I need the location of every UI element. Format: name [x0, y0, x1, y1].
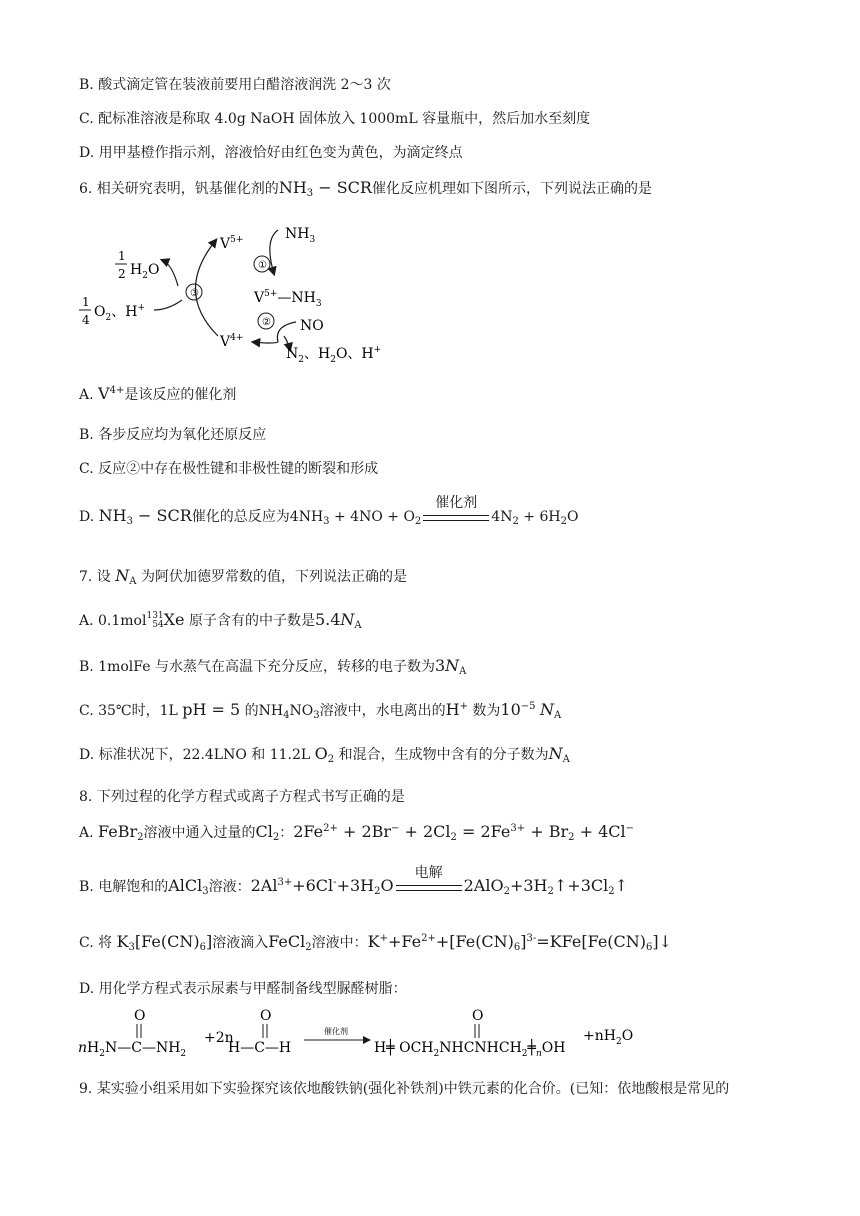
- v4-label: V: [220, 334, 231, 350]
- q6-option-b: B. 各步反应均为氧化还原反应: [79, 427, 267, 443]
- q7-stem: 7. 设 $N_A$ 为阿伏加德罗常数的值，下列说法正确的是: [79, 566, 407, 587]
- nh3-label: NH: [285, 226, 310, 242]
- h2o-out-arrow: [162, 260, 178, 286]
- q5-option-c: C. 配标准溶液是称取 4.0g NaOH 固体放入 1000mL 容量瓶中，然后加水至刻度: [79, 111, 591, 127]
- svg-text:H╪ OCH2NHCNHCH2╪nOH: H╪ $OCH_2NHCNHCH_2╪_nOH$: [374, 1040, 566, 1059]
- svg-text:2: 2: [118, 267, 126, 281]
- q9-stem: 9. 某实验小组采用如下实验探究该依地酸铁钠(强化补铁剂)中铁元素的化合价。(已知：依地酸根是常见的: [79, 1081, 730, 1097]
- svg-text:+nH2O: $+nH_2O$: [583, 1028, 634, 1047]
- svg-text:H—C—H: H—C—H: [228, 1040, 292, 1056]
- svg-text:V5+: $V^{5+}$: [220, 235, 244, 252]
- q6-option-c: C. 反应②中存在极性键和非极性键的断裂和形成: [79, 461, 379, 477]
- o2-in-arrow: [154, 300, 182, 310]
- step1-label: ①: [258, 260, 267, 271]
- step2-arrow: [253, 342, 278, 343]
- no-in-arrow: [277, 322, 296, 342]
- urea-catalyst-condition: 催化剂: [324, 1027, 348, 1036]
- electrolysis-condition: 电解: [414, 864, 443, 881]
- q7-option-a: A. 0.1mol 131 54 Xe 原子含有的中子数是$5.4N_A$: [79, 610, 362, 631]
- q8-option-c: C. 将 $K_3[Fe(CN)_6]$溶液滴入FeCl$_2$溶液中：$K^++Fe^{2+}+[Fe(CN)_6]^{3-}=KFe[Fe(CN)_6]↓$: [79, 932, 673, 953]
- svg-text:NH3: $NH_3$: [285, 226, 316, 245]
- step3-label: ③: [190, 288, 199, 299]
- q7-option-d: D. 标准状况下，22.4LNO 和 11.2L $O_2$ 和混合，生成物中含有的分子数为$N_A$: [79, 744, 570, 765]
- svg-text:O: O: [260, 1008, 272, 1024]
- svg-text:O: O: [134, 1008, 146, 1024]
- q6-option-d: D. $NH_3$ − SCR催化的总反应为$4NH_3 + 4NO + O_2$ 催化剂 $4N_2 + 6H_2O$: [79, 506, 578, 527]
- step1-arrow: [270, 230, 278, 274]
- q8-option-b: B. 电解饱和的AlCl$_3$溶液：$2Al^{3+}+6Cl^-+3H_2O$ 电解 $2AlO_2+3H_2↑+3Cl_2↑$: [79, 876, 628, 897]
- svg-text:4: 4: [82, 313, 90, 327]
- q8-stem: 8. 下列过程的化学方程式或离子方程式书写正确的是: [79, 789, 405, 805]
- q7-option-c: C. 35℃时，1L pH = 5 的$NH_4NO_3$溶液中，水电离出的H+ 数为$10^{-5}$ $N_A$: [79, 700, 562, 721]
- svg-text:V4+: $V^{4+}$: [220, 333, 244, 350]
- svg-text:+2n: +2n: [204, 1030, 234, 1046]
- products-label: $N_2$、$H_2O$、H+: [286, 345, 382, 365]
- q6-option-a: A. $V^{4+}$是该反应的催化剂: [79, 384, 237, 403]
- q6-mechanism-diagram: [78, 218, 398, 368]
- v5-nh3-label: V: [254, 290, 265, 306]
- h2o-label: $H_2O$: [130, 262, 160, 281]
- q8-option-a: A. FeBr$_2$溶液中通入过量的$Cl_2$：$2Fe^{2+} + 2Br^- + 2Cl_2 = 2Fe^{3+} + Br_2 + 4Cl^-$: [79, 822, 634, 843]
- q5-option-d: D. 用甲基橙作指示剂，溶液恰好由红色变为黄色，为滴定终点: [79, 145, 463, 161]
- svg-text:O: O: [472, 1008, 484, 1024]
- svg-text:V5+—NH3: $V^{5+}—NH_3$: [254, 289, 322, 309]
- catalyst-condition: 催化剂: [435, 495, 478, 511]
- q7-option-b: B. 1molFe 与水蒸气在高温下充分反应，转移的电子数为$3N_A$: [79, 656, 467, 677]
- svg-text:nH2N—C—NH2: $nH_2N—C—NH_2$: [78, 1040, 187, 1059]
- q6-stem: 6. 相关研究表明，钒基催化剂的$NH_3$ − SCR催化反应机理如下图所示，下列说法正确的是: [79, 178, 652, 199]
- v5-label: V: [220, 236, 231, 252]
- step2-label: ②: [262, 317, 271, 328]
- q8-urea-formaldehyde-equation: [78, 1008, 658, 1064]
- o2-h-label: $O_2$、H+: [94, 303, 145, 323]
- q8-option-d: D. 用化学方程式表示尿素与甲醛制备线型脲醛树脂：: [79, 981, 407, 997]
- quarter-num: 1: [82, 295, 90, 309]
- half-num: 1: [118, 249, 126, 263]
- q5-option-b: B. 酸式滴定管在装液前要用白醋溶液润洗 2～3 次: [79, 77, 391, 93]
- no-label: NO: [300, 318, 324, 334]
